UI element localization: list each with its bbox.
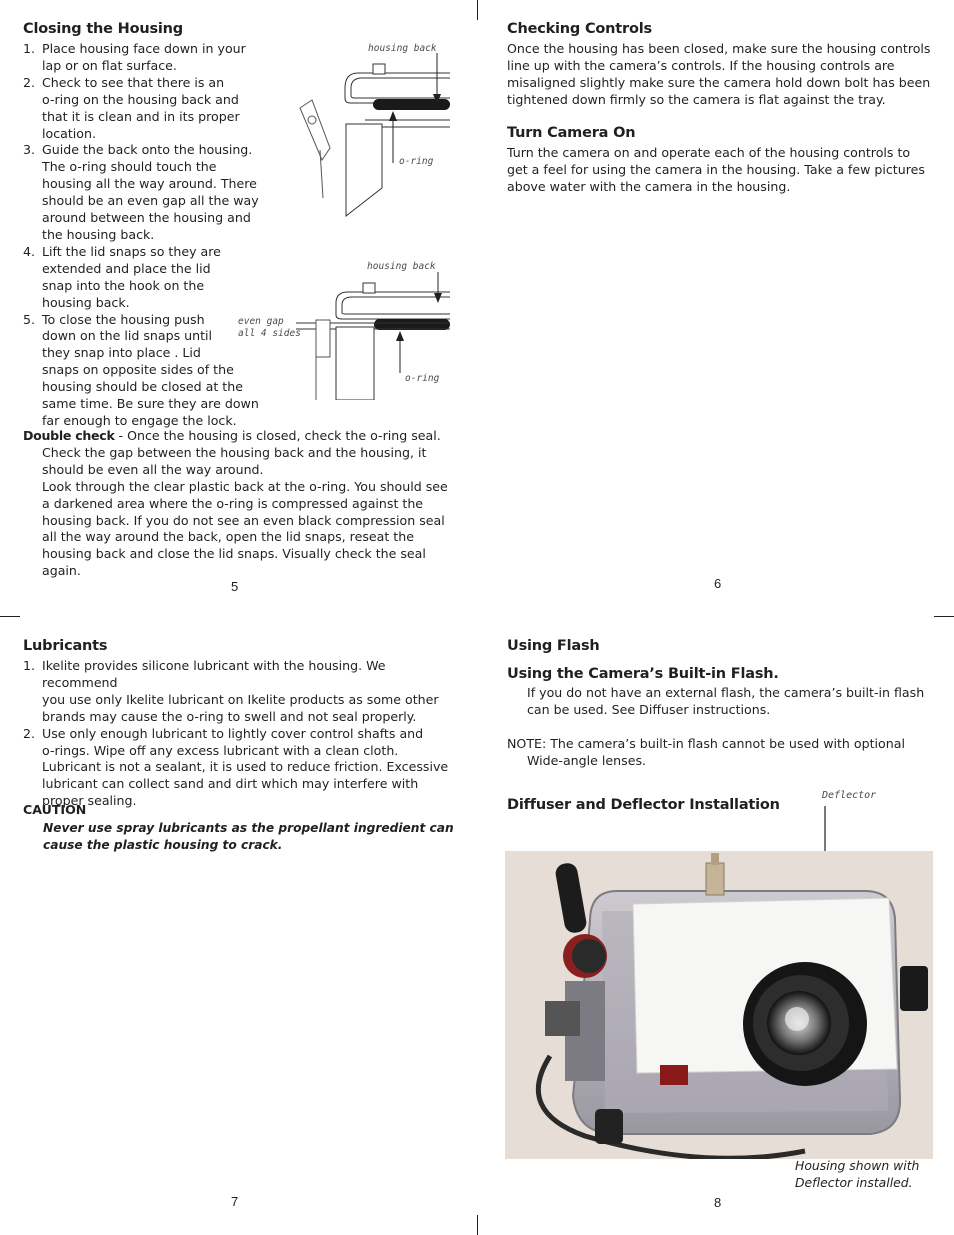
diffuser-deflector-heading: Diffuser and Deflector Installation xyxy=(507,797,780,813)
lubricants-heading: Lubricants xyxy=(23,638,108,654)
deflector-label: Deflector xyxy=(822,790,877,801)
housing-back-diagram-bottom xyxy=(236,255,450,400)
page-number-8: 8 xyxy=(714,1195,722,1210)
built-in-flash-paragraph: If you do not have an external flash, the camera’s built-in flash can be used. See Diffuser instructions. xyxy=(527,685,925,717)
double-check-label: Double check xyxy=(23,428,115,443)
list-item: 5. To close the housing push down on the lid snaps until they snap into place . Lid snaps on opposite sides of the housing should be closed at the same time. Be sure they are down far enough to engage the lock. xyxy=(23,311,259,428)
note-paragraph: NOTE: The camera’s built-in flash cannot be used with optional Wide-angle lenses. xyxy=(507,736,905,768)
even-gap-label: even gap xyxy=(238,316,284,327)
double-check-paragraph: Double check - Once the housing is closed, check the o-ring seal. Check the gap between the housing back and the housing, it should be even all the way around. Look through the clear plastic back at the o-ring. You should see a darkened area where the o-ring is compressed against the housing back. If you do not see an even black compression seal all the way around the back, open the lid snaps, reseat the housing back and close the lid snaps. Visually check the seal again. xyxy=(23,428,448,579)
housing-back-diagram-top xyxy=(290,38,450,218)
using-flash-heading: Using Flash xyxy=(507,638,600,654)
o-ring-label: o-ring xyxy=(399,156,434,167)
housing-photo xyxy=(505,851,933,1159)
housing-back-label: housing back xyxy=(367,261,436,272)
page-number-6: 6 xyxy=(714,576,722,591)
caution-label: CAUTION xyxy=(23,802,87,817)
turn-camera-on-paragraph: Turn the camera on and operate each of the housing controls to get a feel for using the camera in the housing. Take a few pictures above water with the camera in the housing. xyxy=(507,145,925,194)
all-sides-label: all 4 sides xyxy=(238,328,301,339)
housing-back-label: housing back xyxy=(368,43,437,54)
list-item: 1. Ikelite provides silicone lubricant with the housing. We recommend you use only Ikelite lubricant on Ikelite products as some other brands may cause the o-ring to swell and not seal properly. xyxy=(23,658,439,724)
crop-mark-bottom xyxy=(477,1215,478,1235)
crop-mark-top xyxy=(477,0,478,20)
page-number-5: 5 xyxy=(231,579,239,594)
list-item: 2. Use only enough lubricant to lightly cover control shafts and o-rings. Wipe off any excess lubricant with a clean cloth. Lubricant is not a sealant, it is used to reduce friction. Excessive lubricant can collect sand and dirt which may interfere with proper sealing. xyxy=(23,725,449,809)
closing-steps-list xyxy=(23,41,263,430)
list-item: 4. Lift the lid snaps so they are extended and place the lid snap into the hook on the housing back. xyxy=(23,243,221,310)
photo-caption: Housing shown with Deflector installed. xyxy=(795,1158,920,1190)
list-item: 2. Check to see that there is an o-ring on the housing back and that it is clean and in its proper location. xyxy=(23,74,240,141)
page-number-7: 7 xyxy=(231,1194,239,1209)
list-item: 1. Place housing face down in your lap or on flat surface. xyxy=(23,41,246,73)
crop-mark-right xyxy=(934,616,954,617)
turn-camera-on-heading: Turn Camera On xyxy=(507,125,636,141)
caution-text: Never use spray lubricants as the propellant ingredient can cause the plastic housing to crack. xyxy=(43,821,454,852)
crop-mark-left xyxy=(0,616,20,617)
lubricants-list xyxy=(23,658,453,810)
o-ring-label: o-ring xyxy=(405,373,440,384)
checking-controls-paragraph: Once the housing has been closed, make sure the housing controls line up with the camera’s controls. If the housing controls are misaligned slightly make sure the camera hold down bolt has been tightened down firmly so the camera is flat against the tray. xyxy=(507,41,931,107)
list-item: 3. Guide the back onto the housing. The o-ring should touch the housing all the way around. There should be an even gap all the way around between the housing and the housing back. xyxy=(23,142,259,242)
built-in-flash-heading: Using the Camera’s Built-in Flash. xyxy=(507,666,779,682)
checking-controls-heading: Checking Controls xyxy=(507,21,652,37)
closing-housing-heading: Closing the Housing xyxy=(23,21,183,37)
